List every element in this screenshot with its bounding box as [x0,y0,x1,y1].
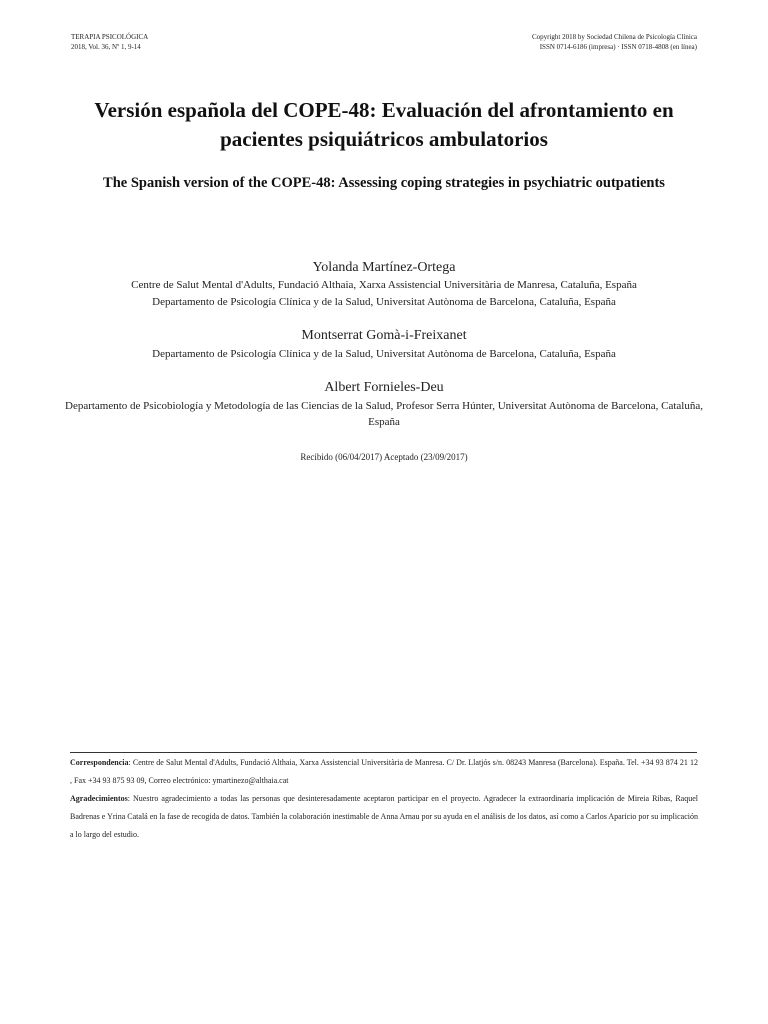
author-affiliation: Departamento de Psicobiología y Metodología de las Ciencias de la Salud, Profesor Serra Húnter, Universitat Autònoma de Barcelona, Cataluña, España [65,400,703,428]
author-affiliation: Centre de Salut Mental d'Adults, Fundació Althaia, Xarxa Assistencial Universitària de Manresa, Cataluña, España [131,279,637,291]
received-accepted-dates: Recibido (06/04/2017) Aceptado (23/09/2017) [300,452,468,462]
volume-info: 2018, Vol. 36, Nº 1, 9-14 [71,43,141,51]
author-name: Montserrat Gomà-i-Freixanet [301,328,467,343]
acknowledgements-text: : Nuestro agradecimiento a todas las personas que desinteresadamente aceptaron participar en el proyecto. Agradecer la extraordinaria implicación de Mireia Ribas, Raquel Badrenas e Yrina Catalá en la fase de recogida de datos. También la colaboración inestimable de Anna Arnau por su ayuda en el análisis de los datos, así como a Carlos Aparicio por su implicación a lo largo del estudio. [70,794,698,839]
correspondence-label: Correspondencia [70,758,129,767]
author-name: Yolanda Martínez-Ortega [312,260,456,275]
journal-name: TERAPIA PSICOLÓGICA [71,33,149,41]
paper-subtitle-english: The Spanish version of the COPE-48: Assessing coping strategies in psychiatric outpatients [103,175,665,191]
author-affiliation: Departamento de Psicología Clínica y de la Salud, Universitat Autònoma de Barcelona, Cataluña, España [152,296,616,308]
correspondence-text: : Centre de Salut Mental d'Adults, Fundació Althaia, Xarxa Assistencial Universitària de Manresa. C/ Dr. Llatjós s/n. 08243 Manresa (Barcelona). España. Tel. +34 93 874 21 12 , Fax +34 93 875 93 09, Correo electrónico: ymartinezo@althaia.cat [70,758,698,785]
acknowledgements-footnote [70,790,698,844]
copyright-header [532,32,697,52]
journal-header [71,32,148,52]
author-affiliation: Departamento de Psicología Clínica y de la Salud, Universitat Autònoma de Barcelona, Cataluña, España [152,348,616,360]
footnote-divider [70,752,697,753]
copyright-line: Copyright 2018 by Sociedad Chilena de Psicología Clínica [531,33,697,41]
correspondence-footnote [70,754,698,790]
paper-title: Versión española del COPE-48: Evaluación del afrontamiento en pacientes psiquiátricos ambulatorios [94,98,674,151]
issn-line: ISSN 0714-6186 (impresa) · ISSN 0718-4808 (en línea) [539,43,697,51]
author-name: Albert Fornieles-Deu [324,380,444,395]
acknowledgements-label: Agradecimientos [70,794,128,803]
